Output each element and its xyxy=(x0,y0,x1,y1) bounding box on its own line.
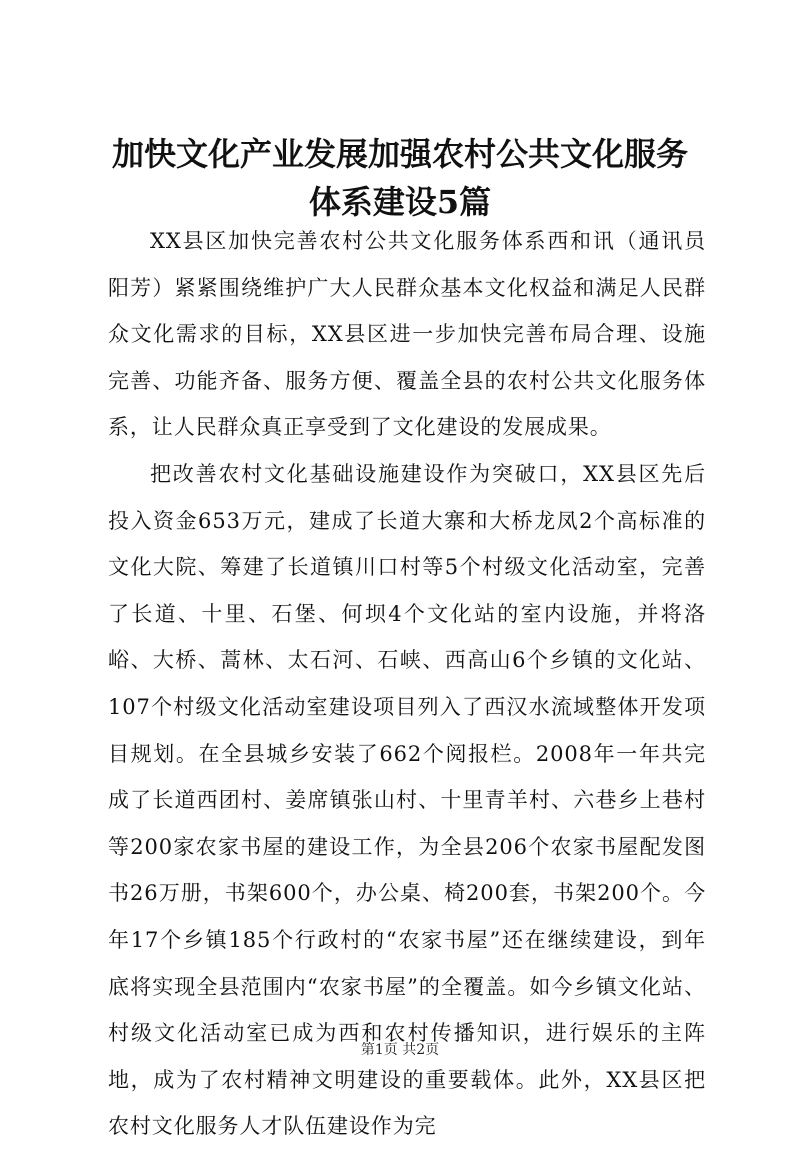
page-footer: 第1页 共2页 xyxy=(360,1042,440,1058)
paragraph-2: 把改善农村文化基础设施建设作为突破口，XX县区先后投入资金653万元，建成了长道大寨和大桥龙凤2个高标准的文化大院、筹建了长道镇川口村等5个村级文化活动室，完善了长道、十里、石堡、何坝4个文化站的室内设施，并将洛峪、大桥、蒿林、太石河、石峡、西高山6个乡镇的文化站、107个村级文化活动室建设项目列入了西汉水流域整体开发项目规划。在全县城乡安装了662个阅报栏。2008年一年共完成了长道西团村、姜席镇张山村、十里青羊村、六巷乡上巷村等200家农家书屋的建设工作，为全县206个农家书屋配发图书26万册，书架600个，办公桌、椅200套，书架200个。今年17个乡镇185个行政村的“农家书屋”还在继续建设，到年底将实现全县范围内“农家书屋”的全覆盖。如今乡镇文化站、村级文化活动室已成为西和农村传播知识，进行娱乐的主阵地，成为了农村精神文明建设的重要载体。此外，XX县区把农村文化服务人才队伍建设作为完 xyxy=(108,461,706,1139)
document-title: 加快文化产业发展加强农村公共文化服务体系建设5篇 xyxy=(111,135,688,221)
document-body xyxy=(108,218,706,1150)
paragraph-1: XX县区加快完善农村公共文化服务体系西和讯（通讯员阳芳）紧紧围绕维护广大人民群众基本文化权益和满足人民群众文化需求的目标，XX县区进一步加快完善布局合理、设施完善、功能齐备、服务方便、覆盖全县的农村公共文化服务体系，让人民群众真正享受到了文化建设的发展成果。 xyxy=(108,229,706,440)
